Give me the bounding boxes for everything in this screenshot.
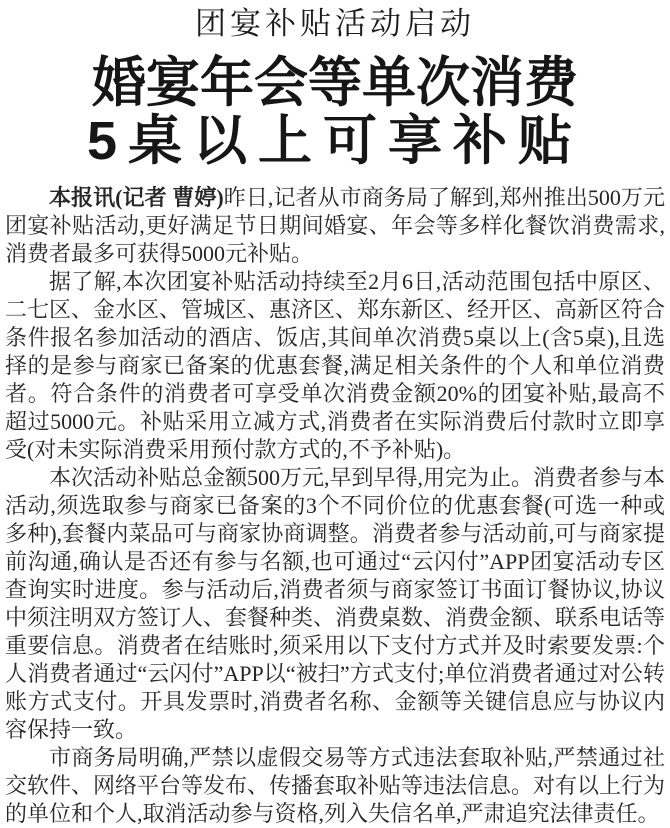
headline-line2: 5桌以上可享补贴 [86,111,584,171]
paragraph-lead [5,184,665,268]
paragraph: 据了解,本次团宴补贴活动持续至2月6日,活动范围包括中原区、二七区、金水区、管城区、惠济区、郑东新区、经开区、高新区符合条件报名参加活动的酒店、饭店,其间单次消费5桌以上(含5桌),且选择的是参与商家已备案的优惠套餐,满足相关条件的个人和单位消费者。符合条件的消费者可享受单次消费金额20%的团宴补贴,最高不超过5000元。补贴采用立减方式,消费者在实际消费后付款时立即享受(对未实际消费采用预付款方式的,不予补贴)。 [5,269,666,462]
byline-prefix: 本报讯(记者 曹婷) [49,185,224,210]
paragraph-lead-text: 昨日,记者从市商务局了解到,郑州推出500万元团宴补贴活动,更好满足节日期间婚宴、年会等多样化餐饮消费需求,消费者最多可获得5000元补贴。 [5,185,665,266]
kicker-headline: 团宴补贴活动启动 [195,6,475,41]
paragraph: 本次活动补贴总金额500万元,早到早得,用完为止。消费者参与本活动,须选取参与商家已备案的3个不同价位的优惠套餐(可选一种或多种),套餐内菜品可与商家协商调整。消费者参与活动前,可与商家提前沟通,确认是否还有参与名额,也可通过“云闪付”APP团宴活动专区查询实时进度。参与活动后,消费者须与商家签订书面订餐协议,协议中须注明双方签订人、套餐种类、消费桌数、消费金额、联系电话等重要信息。消费者在结账时,须采用以下支付方式并及时索要发票:个人消费者通过“云闪付”APP以“被扫”方式支付;单位消费者通过对公转账方式支付。开具发票时,消费者名称、金额等关键信息应与协议内容保持一致。 [5,465,666,742]
article-body [5,184,665,828]
main-headline [5,55,665,169]
headline-line1: 婚宴年会等单次消费 [92,53,578,113]
paragraph: 市商务局明确,严禁以虚假交易等方式违法套取补贴,严禁通过社交软件、网络平台等发布、传播套取补贴等违法信息。对有以上行为的单位和个人,取消活动参与资格,列入失信名单,严肃追究法律责任。 [5,745,666,826]
